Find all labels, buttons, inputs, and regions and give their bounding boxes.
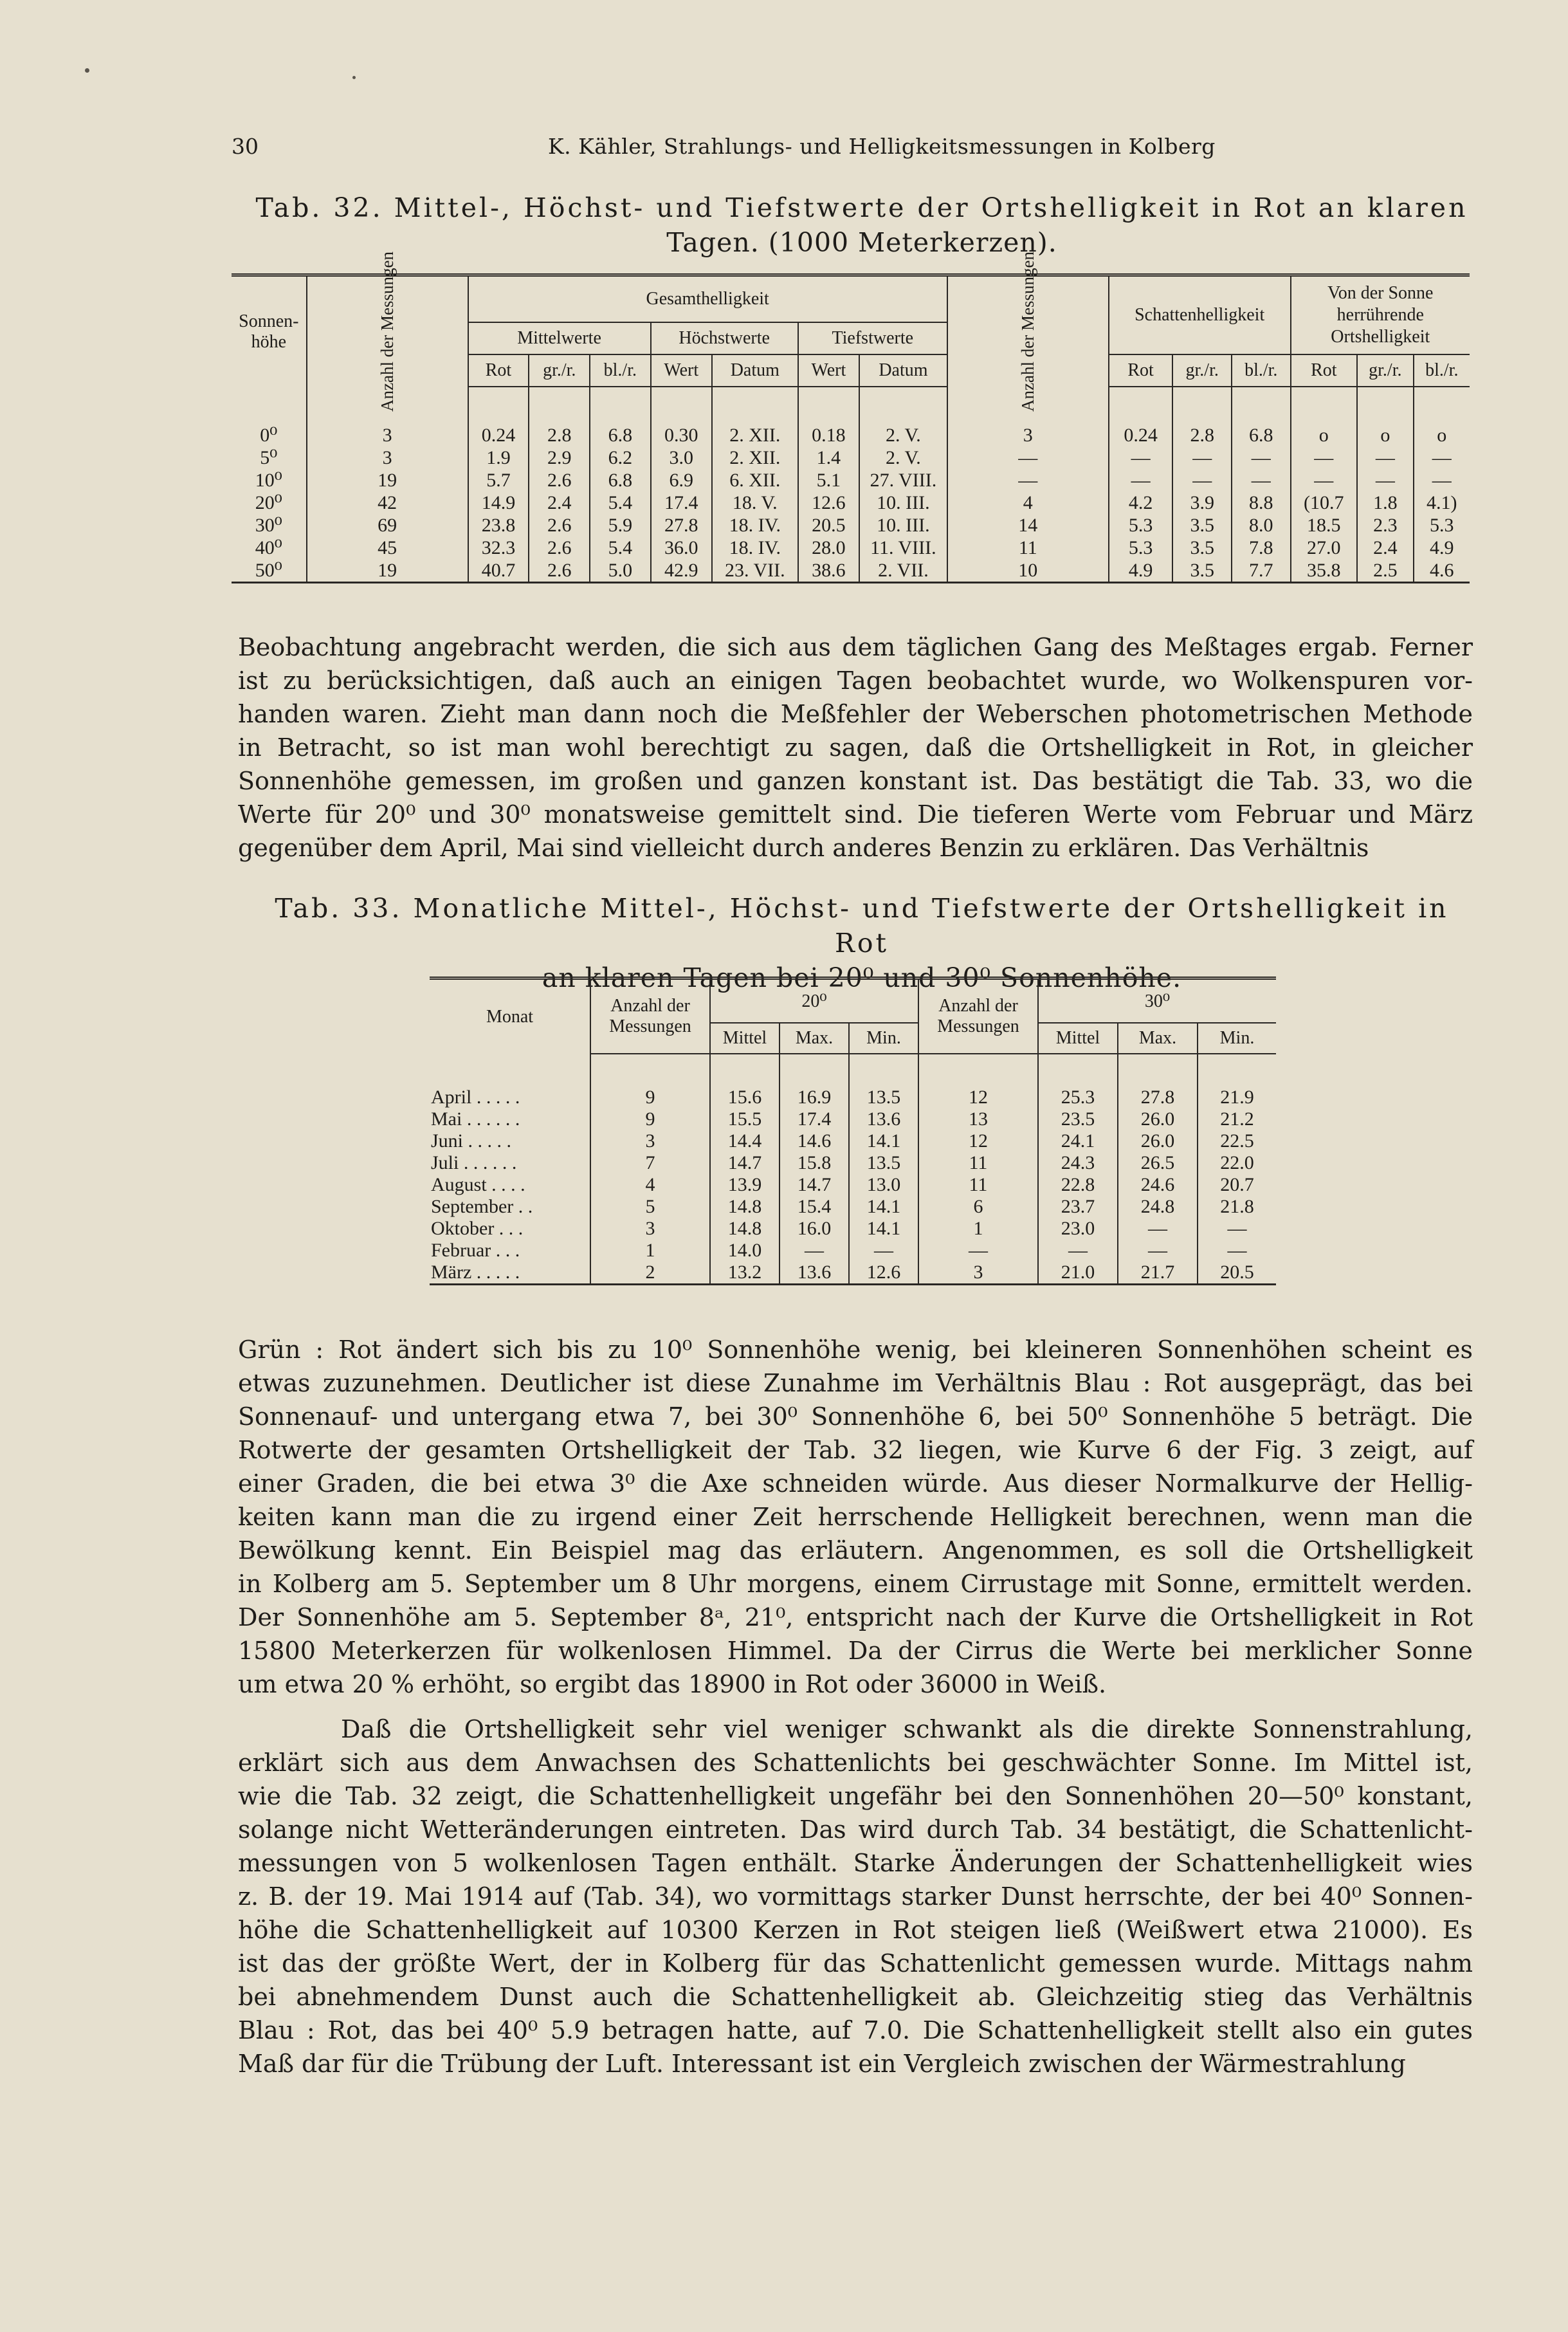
table-cell: 14.7 <box>710 1152 779 1174</box>
table-cell: 13.9 <box>710 1174 779 1196</box>
table-row <box>232 446 1470 469</box>
table-cell: 42.9 <box>651 559 712 583</box>
table-cell: 7.8 <box>1232 537 1291 559</box>
table-cell: 8.8 <box>1232 491 1291 514</box>
table-cell: 5.3 <box>1109 537 1173 559</box>
table-cell: — <box>1414 446 1470 469</box>
text-line: bei abnehmendem Dunst auch die Schattenhelligkeit ab. Gleichzeitig stieg das Verhältnis <box>238 1983 1473 2011</box>
th-hoechstwerte: Höchstwerte <box>651 322 798 354</box>
table-cell: 24.8 <box>1118 1196 1198 1218</box>
th-sonnenhoehe: Sonnen-höhe <box>232 275 307 387</box>
text-line: erklärt sich aus dem Anwachsen des Schattenlichts bei geschwächter Sonne. Im Mittel ist, <box>238 1749 1473 1777</box>
table-cell: 36.0 <box>651 537 712 559</box>
table-cell: 4.1) <box>1414 491 1470 514</box>
table-cell: — <box>1118 1240 1198 1262</box>
table-cell: 13.6 <box>849 1108 918 1130</box>
table-cell: 12 <box>918 1130 1038 1152</box>
table-cell: 6.9 <box>651 469 712 491</box>
table-cell: 28.0 <box>798 537 859 559</box>
text-line: Grün : Rot ändert sich bis zu 10⁰ Sonnenhöhe wenig, bei kleineren Sonnenhöhen scheint es <box>238 1336 1473 1364</box>
table-cell: 11. VIII. <box>859 537 947 559</box>
table-cell: 3.9 <box>1172 491 1232 514</box>
table-cell: 19 <box>307 559 468 583</box>
table-cell: 2. VII. <box>859 559 947 583</box>
table-cell: 3 <box>307 446 468 469</box>
table-cell: 26.0 <box>1118 1108 1198 1130</box>
table-cell: — <box>1172 469 1232 491</box>
th-gr-r: gr./r. <box>529 354 590 387</box>
table-cell: 4.6 <box>1414 559 1470 583</box>
th-schatten-gr-r: gr./r. <box>1172 354 1232 387</box>
table-cell: — <box>947 469 1109 491</box>
table-cell: 2.5 <box>1357 559 1414 583</box>
table-cell: 10. III. <box>859 514 947 537</box>
table-cell: — <box>1232 446 1291 469</box>
table-cell: Oktober . . . <box>431 1218 524 1239</box>
paragraph-3 <box>238 1712 1473 2080</box>
table-cell: — <box>779 1240 849 1262</box>
th-30-min: Min. <box>1198 1023 1276 1054</box>
text-line: wie die Tab. 32 zeigt, die Schattenhelligkeit ungefähr bei den Sonnenhöhen 20—50⁰ konstant, <box>238 1782 1473 1810</box>
table33-caption-line1: Tab. 33. Monatliche Mittel-, Höchst- und Tiefstwerte der Ortshelligkeit in Rot <box>275 893 1449 959</box>
table-cell: 2.6 <box>529 537 590 559</box>
table-cell: 14.7 <box>779 1174 849 1196</box>
th-20-max: Max. <box>779 1023 849 1054</box>
table-cell: 4.9 <box>1414 537 1470 559</box>
table-cell: 14.9 <box>468 491 529 514</box>
th-anzahl-30: Anzahl der Messungen <box>918 978 1038 1054</box>
th-30-grad: 30⁰ <box>1038 978 1276 1024</box>
table-cell: 30⁰ <box>255 515 282 536</box>
table-cell: 3 <box>307 387 468 446</box>
table-cell: 15.4 <box>779 1196 849 1218</box>
paragraph-2 <box>238 1333 1473 1701</box>
table-row <box>232 491 1470 514</box>
table32-caption <box>244 190 1479 260</box>
table-cell: 2. XII. <box>712 387 798 446</box>
table-cell: 5.4 <box>590 491 651 514</box>
th-tiefstwerte: Tiefstwerte <box>798 322 947 354</box>
table-cell: 26.5 <box>1118 1152 1198 1174</box>
table-cell: 6.8 <box>590 469 651 491</box>
text-line: Bewölkung kennt. Ein Beispiel mag das erläutern. Angenommen, es soll die Ortshelligkeit <box>238 1536 1473 1565</box>
th-gesamthelligkeit: Gesamthelligkeit <box>468 275 947 323</box>
table-row <box>430 1196 1276 1218</box>
th-30-max: Max. <box>1118 1023 1198 1054</box>
table-cell: — <box>1198 1218 1276 1240</box>
table33-caption-line2: an klaren Tagen bei 20⁰ und 30⁰ Sonnenhöhe. <box>542 962 1182 993</box>
table-cell: 14.1 <box>849 1196 918 1218</box>
table-cell: 2. XII. <box>712 446 798 469</box>
th-20-min: Min. <box>849 1023 918 1054</box>
th-20-mittel: Mittel <box>710 1023 779 1054</box>
table-cell: 7 <box>590 1152 710 1174</box>
table-cell: 2.6 <box>529 469 590 491</box>
table-row <box>430 1108 1276 1130</box>
table-cell: 13.0 <box>849 1174 918 1196</box>
th-20-grad: 20⁰ <box>710 978 918 1024</box>
speck-mark <box>85 68 89 73</box>
table-cell: 13.6 <box>779 1262 849 1285</box>
table-row <box>430 1130 1276 1152</box>
text-line: 15800 Meterkerzen für wolkenlosen Himmel. Da der Cirrus die Werte bei merklicher Sonne <box>238 1637 1473 1665</box>
table-cell: o <box>1357 387 1414 446</box>
table-cell: 27. VIII. <box>859 469 947 491</box>
table32-caption-line1: Tab. 32. Mittel-, Höchst- und Tiefstwerte der Ortshelligkeit in Rot an klaren <box>255 192 1468 223</box>
table-cell: 26.0 <box>1118 1130 1198 1152</box>
table-cell: 5.3 <box>1414 514 1470 537</box>
table-cell: 4 <box>947 491 1109 514</box>
table-row <box>430 1240 1276 1262</box>
text-line: ist zu berücksichtigen, daß auch an einigen Tagen beobachtet wurde, wo Wolkenspuren vor- <box>238 666 1473 695</box>
table-cell: 42 <box>307 491 468 514</box>
table-cell: 14.6 <box>779 1130 849 1152</box>
table-cell: 2.8 <box>529 387 590 446</box>
table-cell: 18.5 <box>1291 514 1358 537</box>
th-anzahl <box>307 251 468 412</box>
th-schatten-rot: Rot <box>1109 354 1173 387</box>
table-cell: 24.1 <box>1038 1130 1118 1152</box>
th-30-mittel: Mittel <box>1038 1023 1118 1054</box>
table-cell: 5.0 <box>590 559 651 583</box>
table-cell: 13.2 <box>710 1262 779 1285</box>
table-cell: — <box>1357 469 1414 491</box>
table-cell: 22.8 <box>1038 1174 1118 1196</box>
text-line: höhe die Schattenhelligkeit auf 10300 Kerzen in Rot steigen ließ (Weißwert etwa 21000). Es <box>238 1916 1473 1944</box>
table-cell: 14.8 <box>710 1218 779 1240</box>
table-cell: o <box>1414 387 1470 446</box>
paragraph-1 <box>238 630 1473 865</box>
table-cell: 27.8 <box>1118 1054 1198 1108</box>
table-cell: 0.24 <box>1109 387 1173 446</box>
table-cell: 5.4 <box>590 537 651 559</box>
table-cell: 2.9 <box>529 446 590 469</box>
table-cell: 50⁰ <box>232 559 307 583</box>
text-line: Werte für 20⁰ und 30⁰ monatsweise gemittelt sind. Die tieferen Werte vom Februar und März <box>238 800 1473 829</box>
table-cell: 6.2 <box>590 446 651 469</box>
text-line: Der Sonnenhöhe am 5. September 8ᵃ, 21⁰, entspricht nach der Kurve die Ortshelligkeit in Rot <box>238 1603 1473 1631</box>
text-line: Rotwerte der gesamten Ortshelligkeit der Tab. 32 liegen, wie Kurve 6 der Fig. 3 zeigt, auf <box>238 1436 1473 1464</box>
text-line: messungen von 5 wolkenlosen Tagen enthält. Starke Änderungen der Schattenhelligkeit wies <box>238 1849 1473 1877</box>
table-cell: Juni . . . . . <box>431 1130 512 1152</box>
table-cell: 2.4 <box>1357 537 1414 559</box>
table32-caption-line2: Tagen. (1000 Meterkerzen). <box>666 227 1057 258</box>
table-cell: — <box>1198 1240 1276 1262</box>
table-cell: 5.9 <box>590 514 651 537</box>
running-header <box>232 134 1486 166</box>
table-cell: 19 <box>307 469 468 491</box>
table-cell: 3 <box>947 387 1109 446</box>
th-anzahl-2-label: Anzahl der Messungen <box>1017 251 1037 412</box>
table-cell: 12.6 <box>798 491 859 514</box>
th-bl-r: bl./r. <box>590 354 651 387</box>
table-cell: 38.6 <box>798 559 859 583</box>
table-cell: 1.4 <box>798 446 859 469</box>
speck-mark <box>352 76 356 79</box>
table-cell: 2 <box>590 1262 710 1285</box>
table-cell: — <box>849 1240 918 1262</box>
table-row <box>430 1054 1276 1108</box>
th-von-der-sonne: Von der Sonne herrührende Ortshelligkeit <box>1291 275 1470 355</box>
th-sonne-bl-r: bl./r. <box>1414 354 1470 387</box>
table-cell: 20.5 <box>798 514 859 537</box>
table-cell: 45 <box>307 537 468 559</box>
table-cell: 16.0 <box>779 1218 849 1240</box>
table-cell: 3.5 <box>1172 514 1232 537</box>
table-cell: 35.8 <box>1291 559 1358 583</box>
table-cell: (10.7 <box>1291 491 1358 514</box>
table-cell: 5.1 <box>798 469 859 491</box>
text-line: Maß dar für die Trübung der Luft. Interessant ist ein Vergleich zwischen der Wärmestrahlung <box>238 2050 1406 2078</box>
table32-body <box>232 387 1470 583</box>
table-cell: 18. IV. <box>712 537 798 559</box>
table-cell: 8.0 <box>1232 514 1291 537</box>
table-cell: 1.9 <box>468 446 529 469</box>
table33-body <box>430 1054 1276 1285</box>
table-cell: 21.2 <box>1198 1108 1276 1130</box>
table-cell: 9 <box>590 1108 710 1130</box>
table-cell: August . . . . <box>431 1174 525 1195</box>
text-line: Daß die Ortshelligkeit sehr viel weniger schwankt als die direkte Sonnenstrahlung, <box>341 1715 1473 1743</box>
table-cell: 5 <box>590 1196 710 1218</box>
table-cell: 3 <box>590 1218 710 1240</box>
table-32 <box>232 251 1470 583</box>
table-cell: 13 <box>918 1108 1038 1130</box>
table-cell: 18. IV. <box>712 514 798 537</box>
table-cell: 2.4 <box>529 491 590 514</box>
table-cell: 5⁰ <box>260 447 278 468</box>
table-cell: 21.0 <box>1038 1262 1118 1285</box>
table-cell: 5.3 <box>1109 514 1173 537</box>
table-cell: 10⁰ <box>255 470 282 491</box>
th-anzahl-2 <box>947 251 1109 412</box>
table-cell: 12 <box>918 1054 1038 1108</box>
text-line: einer Graden, die bei etwa 3⁰ die Axe schneiden würde. Aus dieser Normalkurve der Hellig- <box>238 1469 1473 1498</box>
table-cell: 23. VII. <box>712 559 798 583</box>
table-cell: 0.18 <box>798 387 859 446</box>
table-cell: 1 <box>918 1218 1038 1240</box>
table-cell: — <box>1414 469 1470 491</box>
table-cell: 11 <box>918 1174 1038 1196</box>
table-cell: — <box>918 1240 1038 1262</box>
table-cell: 12.6 <box>849 1262 918 1285</box>
table-cell: 25.3 <box>1038 1054 1118 1108</box>
table-cell: — <box>1172 446 1232 469</box>
table-cell: 2.6 <box>529 559 590 583</box>
text-line: ist das der größte Wert, der in Kolberg für das Schattenlicht gemessen wurde. Mittags nahm <box>238 1949 1473 1978</box>
th-anzahl-20: Anzahl der Messungen <box>590 978 710 1054</box>
th-schatten-bl-r: bl./r. <box>1232 354 1291 387</box>
table-cell: 14.1 <box>849 1130 918 1152</box>
table-cell: — <box>1357 446 1414 469</box>
table-cell: 13.5 <box>849 1152 918 1174</box>
table-cell: 17.4 <box>651 491 712 514</box>
table-cell: 4.2 <box>1109 491 1173 514</box>
table-cell: 69 <box>307 514 468 537</box>
table-cell: 21.7 <box>1118 1262 1198 1285</box>
table-row <box>430 1152 1276 1174</box>
table-cell: 4 <box>590 1174 710 1196</box>
th-tiefst-wert: Wert <box>798 354 859 387</box>
th-mittelwerte: Mittelwerte <box>468 322 651 354</box>
table-cell: 7.7 <box>1232 559 1291 583</box>
table-cell: 23.8 <box>468 514 529 537</box>
table-cell: 2.3 <box>1357 514 1414 537</box>
table-cell: 14.4 <box>710 1130 779 1152</box>
table-cell: Juli . . . . . . <box>431 1152 517 1173</box>
table-cell: 6.8 <box>590 387 651 446</box>
table-cell: 14.0 <box>710 1240 779 1262</box>
table-cell: 20.5 <box>1198 1262 1276 1285</box>
text-line: handen waren. Zieht man dann noch die Meßfehler der Weberschen photometrischen Methode <box>238 700 1473 728</box>
table-cell: April . . . . . <box>431 1086 520 1108</box>
table-cell: — <box>1291 446 1358 469</box>
text-line: solange nicht Wetteränderungen eintreten. Das wird durch Tab. 34 bestätigt, die Schattenlicht- <box>238 1815 1473 1844</box>
table-cell: 20⁰ <box>255 492 282 513</box>
table-cell: 3 <box>590 1130 710 1152</box>
table-cell: 14 <box>947 514 1109 537</box>
table-cell: 13.5 <box>849 1054 918 1108</box>
table-cell: 2. V. <box>859 387 947 446</box>
table-row <box>232 514 1470 537</box>
table-cell: 23.0 <box>1038 1218 1118 1240</box>
text-line: gegenüber dem April, Mai sind vielleicht durch anderes Benzin zu erklären. Das Verhältnis <box>238 834 1369 862</box>
table-cell: 17.4 <box>779 1108 849 1130</box>
table-cell: 0⁰ <box>260 425 278 446</box>
table-cell: 2.6 <box>529 514 590 537</box>
table-cell: 24.6 <box>1118 1174 1198 1196</box>
table-cell: 0.30 <box>651 387 712 446</box>
table-cell: 1 <box>590 1240 710 1262</box>
table-row <box>232 387 1470 446</box>
table-cell: 6.8 <box>1232 387 1291 446</box>
table-row <box>232 469 1470 491</box>
table-cell: 20.7 <box>1198 1174 1276 1196</box>
table-cell: 27.8 <box>651 514 712 537</box>
th-sonne-gr-r: gr./r. <box>1357 354 1414 387</box>
table-cell: Februar . . . <box>431 1240 520 1261</box>
th-hoechst-datum: Datum <box>712 354 798 387</box>
th-monat: Monat <box>430 978 590 1054</box>
table-cell: 2.8 <box>1172 387 1232 446</box>
table-row <box>430 1262 1276 1285</box>
table-cell: 21.9 <box>1198 1054 1276 1108</box>
text-line: um etwa 20 % erhöht, so ergibt das 18900 in Rot oder 36000 in Weiß. <box>238 1670 1107 1698</box>
table-cell: 3.5 <box>1172 537 1232 559</box>
table-cell: 15.8 <box>779 1152 849 1174</box>
table-cell: 32.3 <box>468 537 529 559</box>
table-cell: 27.0 <box>1291 537 1358 559</box>
running-title: K. Kähler, Strahlungs- und Helligkeitsmessungen in Kolberg <box>548 134 1216 159</box>
table-cell: 21.8 <box>1198 1196 1276 1218</box>
table-cell: 40.7 <box>468 559 529 583</box>
table-cell: — <box>947 446 1109 469</box>
table-cell: 5.7 <box>468 469 529 491</box>
table-cell: März . . . . . <box>430 1262 590 1285</box>
table-row <box>232 537 1470 559</box>
table-cell: — <box>1291 469 1358 491</box>
table-cell: 22.5 <box>1198 1130 1276 1152</box>
table-cell: — <box>1232 469 1291 491</box>
table-cell: 23.7 <box>1038 1196 1118 1218</box>
table-cell: 18. V. <box>712 491 798 514</box>
table-cell: 3.5 <box>1172 559 1232 583</box>
th-tiefst-datum: Datum <box>859 354 947 387</box>
table-cell: — <box>1118 1218 1198 1240</box>
table-cell: 6 <box>918 1196 1038 1218</box>
table-cell: 11 <box>918 1152 1038 1174</box>
text-line: z. B. der 19. Mai 1914 auf (Tab. 34), wo vormittags starker Dunst herrschte, der bei 40⁰ Sonnen- <box>238 1882 1473 1911</box>
text-line: Blau : Rot, das bei 40⁰ 5.9 betragen hatte, auf 7.0. Die Schattenhelligkeit stellt also ein gutes <box>238 2016 1473 2044</box>
table-cell: 3.0 <box>651 446 712 469</box>
text-line: Sonnenauf- und untergang etwa 7, bei 30⁰ Sonnenhöhe 6, bei 50⁰ Sonnenhöhe 5 beträgt. Die <box>238 1402 1473 1431</box>
table-cell: — <box>1038 1240 1118 1262</box>
table-cell: 24.3 <box>1038 1152 1118 1174</box>
text-line: in Kolberg am 5. September um 8 Uhr morgens, einem Cirrustage mit Sonne, ermittelt werden. <box>238 1570 1473 1598</box>
table-cell: 6. XII. <box>712 469 798 491</box>
text-line: Sonnenhöhe gemessen, im großen und ganzen konstant ist. Das bestätigt die Tab. 33, wo die <box>238 767 1473 795</box>
table-cell: 15.6 <box>710 1054 779 1108</box>
table-cell: 40⁰ <box>255 537 282 558</box>
th-rot: Rot <box>468 354 529 387</box>
table-cell: 11 <box>947 537 1109 559</box>
th-anzahl-label: Anzahl der Messungen <box>377 251 397 412</box>
text-line: keiten kann man die zu irgend einer Zeit herrschende Helligkeit berechnen, wenn man die <box>238 1503 1473 1531</box>
table-cell: — <box>1109 469 1173 491</box>
table-cell: 1.8 <box>1357 491 1414 514</box>
text-line: etwas zuzunehmen. Deutlicher ist diese Zunahme im Verhältnis Blau : Rot ausgeprägt, das bei <box>238 1369 1473 1397</box>
table-cell: September . . <box>431 1196 533 1217</box>
table-row <box>430 1174 1276 1196</box>
table-cell: 16.9 <box>779 1054 849 1108</box>
table-cell: 22.0 <box>1198 1152 1276 1174</box>
table-cell: 10. III. <box>859 491 947 514</box>
table-cell: 10 <box>947 559 1109 583</box>
table-cell: 2. V. <box>859 446 947 469</box>
table-cell: 15.5 <box>710 1108 779 1130</box>
text-line: in Betracht, so ist man wohl berechtigt zu sagen, daß die Ortshelligkeit in Rot, in gleicher <box>238 733 1473 762</box>
table-cell: 23.5 <box>1038 1108 1118 1130</box>
table-cell: — <box>1109 446 1173 469</box>
table-row <box>232 559 1470 583</box>
page-number: 30 <box>232 134 259 159</box>
th-schattenhelligkeit: Schattenhelligkeit <box>1109 275 1291 355</box>
table-cell: 14.1 <box>849 1218 918 1240</box>
table-cell: 3 <box>918 1262 1038 1285</box>
table-cell: Mai . . . . . . <box>431 1108 520 1130</box>
table-cell: 9 <box>590 1054 710 1108</box>
table-row <box>430 1218 1276 1240</box>
th-sonne-rot: Rot <box>1291 354 1358 387</box>
th-hoechst-wert: Wert <box>651 354 712 387</box>
table-cell: 14.8 <box>710 1196 779 1218</box>
table-cell: 0.24 <box>468 387 529 446</box>
text-line: Beobachtung angebracht werden, die sich aus dem täglichen Gang des Meßtages ergab. Ferner <box>238 633 1473 661</box>
table-cell: o <box>1291 387 1358 446</box>
table-33 <box>430 977 1276 1285</box>
table-cell: 4.9 <box>1109 559 1173 583</box>
